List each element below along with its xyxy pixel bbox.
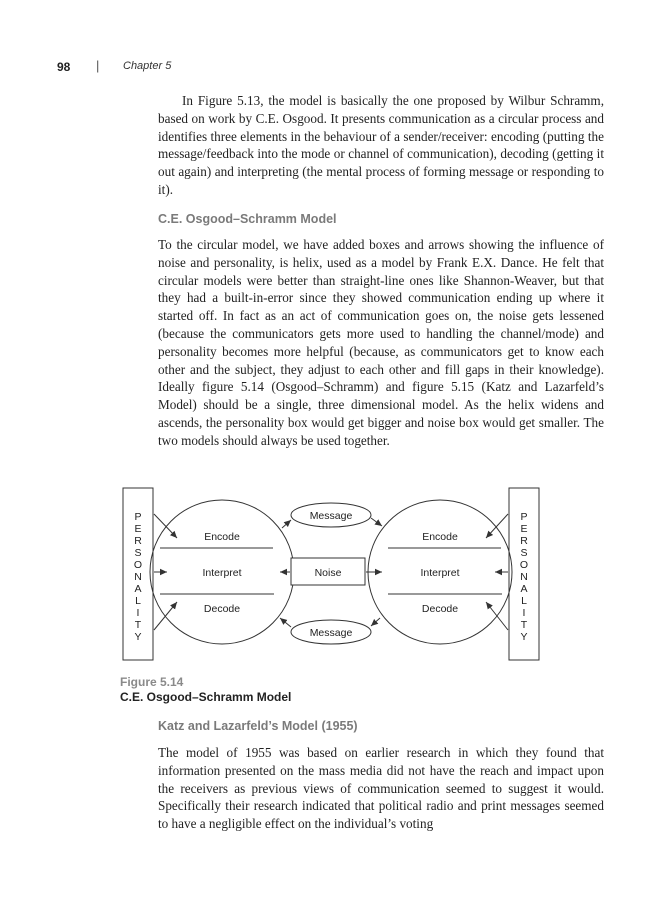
svg-text:T: T <box>134 619 142 631</box>
svg-text:S: S <box>520 547 528 559</box>
svg-text:L: L <box>135 595 141 607</box>
svg-text:A: A <box>134 583 142 595</box>
osgood-schramm-diagram <box>118 484 550 664</box>
heading-katz-lazarfeld: Katz and Lazarfeld’s Model (1955) <box>158 719 358 733</box>
heading-osgood-schramm: C.E. Osgood–Schramm Model <box>158 212 337 226</box>
page-number: 98 <box>57 60 71 74</box>
header-separator: | <box>96 58 100 73</box>
svg-text:O: O <box>133 559 143 571</box>
svg-text:R: R <box>134 535 142 547</box>
page-header <box>0 60 661 76</box>
svg-text:E: E <box>520 523 528 535</box>
svg-text:Y: Y <box>520 631 528 643</box>
noise-label: Noise <box>314 567 342 579</box>
svg-text:N: N <box>134 571 142 583</box>
message-bottom-label: Message <box>309 627 353 639</box>
figure-caption: C.E. Osgood–Schramm Model <box>120 690 292 704</box>
left-decode-label: Decode <box>203 603 241 615</box>
diagram-svg <box>118 484 550 664</box>
svg-text:O: O <box>519 559 529 571</box>
right-decode-label: Decode <box>421 603 459 615</box>
svg-text:P: P <box>134 511 142 523</box>
svg-text:R: R <box>520 535 528 547</box>
message-top-label: Message <box>309 510 353 522</box>
svg-text:I: I <box>522 607 526 619</box>
svg-text:E: E <box>134 523 142 535</box>
paragraph-katz-lazarfeld: The model of 1955 was based on earlier research in which they found that information presented on the mass media did not have the reach and impact upon the receivers as previous views of communication seemed to suggest it would. Specifically their research indicated that political radio and print messages seemed to have a negligible effect on the individual’s voting <box>158 745 604 832</box>
right-interpret-label: Interpret <box>420 567 460 579</box>
svg-text:N: N <box>520 571 528 583</box>
svg-text:T: T <box>520 619 528 631</box>
figure-label: Figure 5.14 <box>120 675 184 689</box>
left-encode-label: Encode <box>204 531 240 543</box>
svg-text:P: P <box>520 511 528 523</box>
svg-text:L: L <box>521 595 527 607</box>
svg-text:Y: Y <box>134 631 142 643</box>
paragraph-schramm-intro: In Figure 5.13, the model is basically the one proposed by Wilbur Schramm, based on work by C.E. Osgood. It presents communication as a circular process and identifies three elements in the behaviour of a sender/receiver: encoding (putting the message/feedback into the mode or channel of communication), decoding (getting it out again) and interpreting (the mental process of forming message or responding to it). <box>158 93 604 197</box>
svg-text:I: I <box>136 607 140 619</box>
chapter-title: Chapter 5 <box>123 60 172 72</box>
svg-text:A: A <box>520 583 528 595</box>
left-interpret-label: Interpret <box>202 567 242 579</box>
paragraph-helix: To the circular model, we have added boxes and arrows showing the influence of noise and personality, is helix, used as a model by Frank E.X. Dance. He felt that circular models were better than straight-line ones like Shannon-Weaver, but that they had a built-in-error since they showed communication ending up where it started off. In fact as an act of communication goes on, the noise gets lessened (because the communicators gets more used to handling the channel/mode) and personality becomes more helpful (because, as communicators get to know each other and the subject, they adjust to each other and fill gaps in their knowledge). Ideally figure 5.14 (Osgood–Schramm) and figure 5.15 (Katz and Lazarfeld’s Model) should be a single, three dimensional model. As the helix widens and ascends, the personality box would get bigger and noise box would get smaller. The two models should always be used together. <box>158 237 604 448</box>
svg-text:S: S <box>134 547 142 559</box>
right-encode-label: Encode <box>422 531 458 543</box>
